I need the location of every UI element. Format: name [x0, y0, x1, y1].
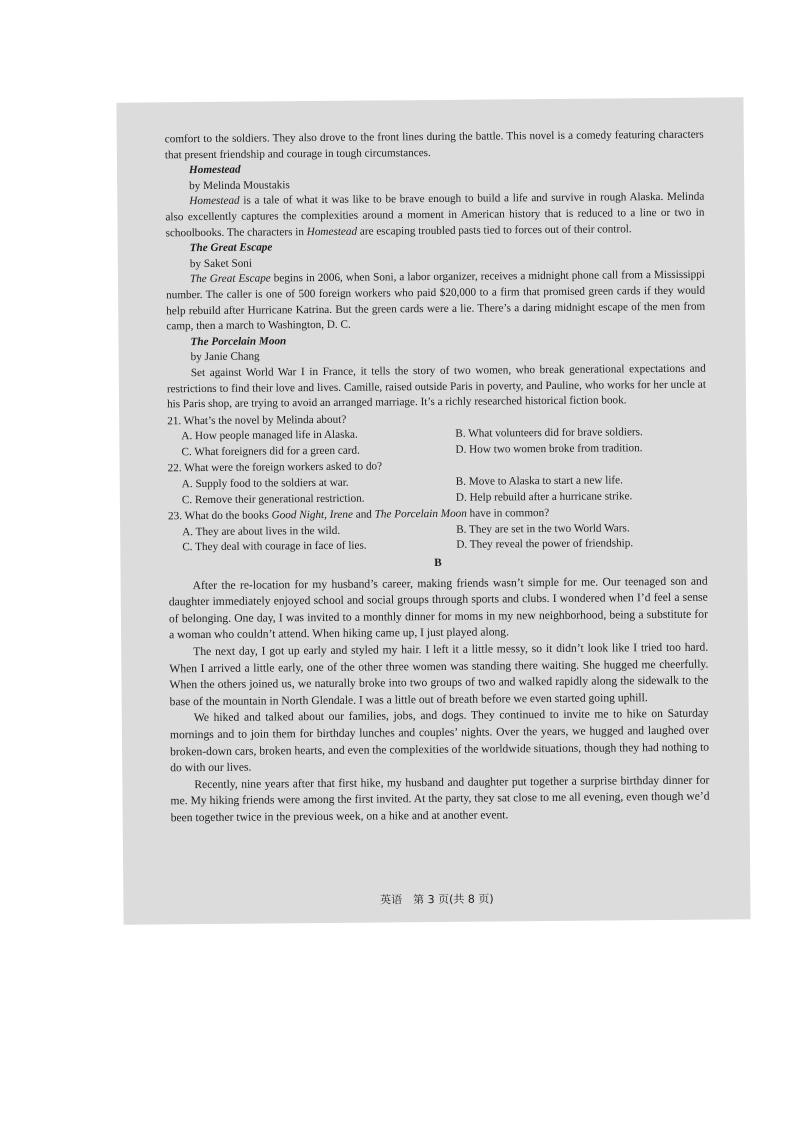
- book-title: The Porcelain Moon: [190, 334, 287, 348]
- section-heading: B: [434, 556, 442, 570]
- book-great-escape: [166, 237, 706, 335]
- passage-paragraph: After the re-location for my husband’s career, making friends wasn’t simple for me. Our teenaged son and daughter immediately enjoyed school and social groups through sports and clubs. I wondered when I’d feel a sense of belonging. One day, I was invited to a monthly dinner for moms in my new neighborhood, being a substitute for a woman who couldn’t attend. When hiking came up, I just played along.: [168, 574, 708, 642]
- book-author: by Saket Soni: [189, 257, 253, 270]
- question-stem: 22. What were the foreign workers asked to do?: [167, 460, 383, 475]
- option-b: B. They are set in the two World Wars.: [456, 522, 630, 536]
- book-homestead: [165, 159, 705, 242]
- option-b: B. Move to Alaska to start a new life.: [455, 474, 623, 488]
- passage-b: [169, 573, 710, 827]
- question-22: [168, 457, 707, 508]
- book-author: by Melinda Moustakis: [189, 179, 290, 192]
- option-a: A. How people managed life in Alaska.: [181, 428, 358, 443]
- option-c: C. Remove their generational restriction.: [181, 492, 365, 506]
- book-author: by Janie Chang: [190, 350, 260, 364]
- question-23: [168, 505, 707, 556]
- answer-options: [168, 473, 707, 509]
- book-description: Set against World War I in France, it tells the story of two women, who break generational expectations and restrictions to find their love and lives. Camille, raised outside Paris in poverty, and Pauline, who works for her uncle at his Paris shop, are trying to avoid an arranged marriage. It’s a richly researched historical fiction book.: [166, 362, 706, 411]
- book-description: Homestead is a tale of what it was like to be brave enough to build a life and survive in rough Alaska. Melinda also excellently captures the complexities around a moment in American history that is reduced to a line or two in schoolbooks. The characters in Homestead are escaping troubled pasts tied to forces out of their control.: [165, 191, 705, 239]
- question-21: [167, 409, 706, 460]
- option-d: D. Help rebuild after a hurricane strike.: [455, 489, 633, 504]
- answer-options: [168, 520, 707, 556]
- passage-paragraph: We hiked and talked about our families, jobs, and dogs. They continued to invite me to hike on Saturday mornings and to join them for birthday lunches and couples’ nights. Over the years, we hugged and laughed over broken-down cars, broken hearts, and even the complexities of the worldwide situations, though they had nothing to do with our lives.: [169, 706, 710, 775]
- book-title: Homestead: [188, 163, 241, 177]
- option-d: D. How two women broke from tradition.: [455, 442, 643, 456]
- option-a: A. They are about lives in the wild.: [182, 524, 341, 539]
- book-porcelain-moon: [166, 330, 706, 413]
- question-stem: 21. What’s the novel by Melinda about?: [167, 413, 347, 428]
- passage-paragraph: The next day, I got up early and styled my hair. I left it a little messy, so it didn’t look like I tried too hard. When I arrived a little early, one of the other three women was standing there waiting. She hugged me cheerfully. When the others joined us, we naturally broke into two groups of two and walked rapidly along the sidewalk to the base of the mountain in North Glendale. I was a little out of breath before we even started going uphill.: [169, 640, 709, 709]
- intro-tail: comfort to the soldiers. They also drove to the front lines during the battle. This novel is a comedy featuring characters that present friendship and courage in tough circumstances.: [164, 128, 704, 161]
- exam-page: [116, 97, 750, 924]
- answer-options: [167, 425, 706, 461]
- question-stem: 23. What do the books Good Night, Irene and The Porcelain Moon have in common?: [167, 507, 550, 523]
- option-a: A. Supply food to the soldiers at war.: [181, 476, 349, 491]
- book-title: The Great Escape: [189, 241, 273, 255]
- book-description: The Great Escape begins in 2006, when Soni, a labor organizer, receives a midnight phone call from a Mississippi number. The caller is one of 500 foreign workers who paid $20,000 to a firm that promised green cards if they would help rebuild after Hurricane Katrina. But the green cards were a lie. There’s a daring midnight escape of the men from camp, then a march to Washington, D. C.: [166, 268, 706, 333]
- passage-paragraph: Recently, nine years after that first hike, my husband and daughter put together a surprise birthday dinner for me. My hiking friends were among the first invited. At the party, they sat close to me all evening, even though we’d been together twice in the previous week, on a hike and at another event.: [170, 773, 710, 825]
- page-footer: 英语 第 3 页(共 8 页): [380, 892, 494, 907]
- option-d: D. They reveal the power of friendship.: [456, 537, 634, 552]
- option-c: C. They deal with courage in face of lies.: [182, 540, 367, 554]
- option-b: B. What volunteers did for brave soldiers.: [455, 426, 643, 441]
- option-c: C. What foreigners did for a green card.: [181, 444, 360, 459]
